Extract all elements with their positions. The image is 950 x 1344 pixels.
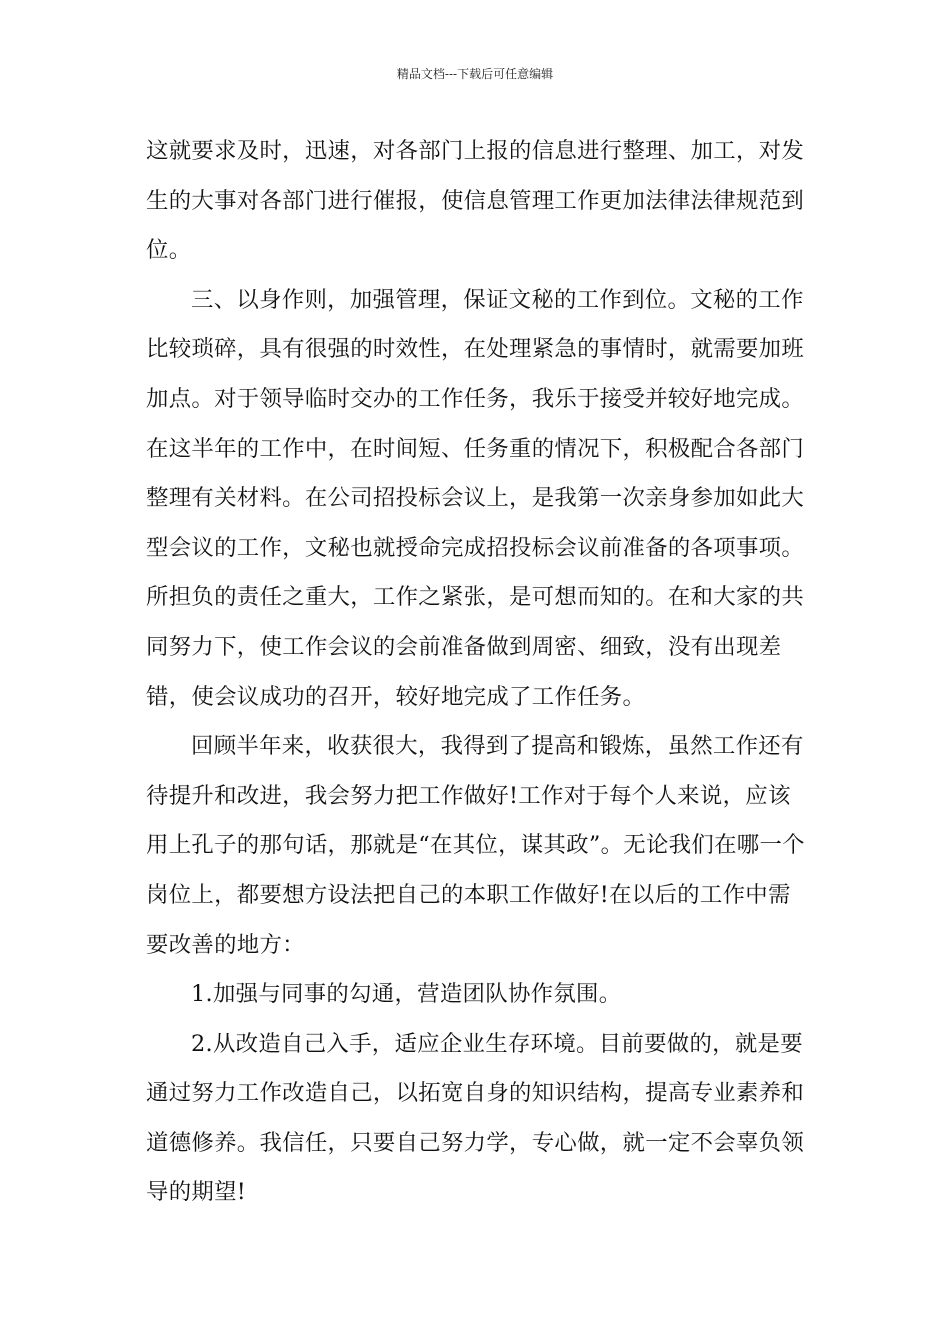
list-item-2: 2.从改造自己入手，适应企业生存环境。目前要做的，就是要通过努力工作改造自己，以拓宽自身的知识结构，提高专业素养和道德修养。我信任，只要自己努力学，专心做，就一定不会辜负领导的期望!: [146, 1030, 805, 1206]
paragraph-continuation: 这就要求及时，迅速，对各部门上报的信息进行整理、加工，对发生的大事对各部门进行催报，使信息管理工作更加法律法律规范到位。: [146, 138, 805, 264]
document-body: [146, 127, 806, 1218]
paragraph-review: 回顾半年来，收获很大，我得到了提高和锻炼，虽然工作还有待提升和改进，我会努力把工作做好!工作对于每个人来说，应该用上孔子的那句话，那就是“在其位，谋其政”。无论我们在哪一个岗位上，都要想方设法把自己的本职工作做好!在以后的工作中需要改善的地方：: [146, 733, 805, 958]
list-item-1: 1.加强与同事的勾通，营造团队协作氛围。: [191, 981, 622, 1008]
paragraph-section-three: 三、以身作则，加强管理，保证文秘的工作到位。文秘的工作比较琐碎，具有很强的时效性，在处理紧急的事情时，就需要加班加点。对于领导临时交办的工作任务，我乐于接受并较好地完成。在这半年的工作中，在时间短、任务重的情况下，积极配合各部门整理有关材料。在公司招投标会议上，是我第一次亲身参加如此大型会议的工作，文秘也就授命完成招投标会议前准备的各项事项。所担负的责任之重大，工作之紧张，是可想而知的。在和大家的共同努力下，使工作会议的会前准备做到周密、细致，没有出现差错，使会议成功的召开，较好地完成了工作任务。: [146, 286, 805, 710]
page-header: 精品文档---下载后可任意编辑: [396, 67, 554, 81]
